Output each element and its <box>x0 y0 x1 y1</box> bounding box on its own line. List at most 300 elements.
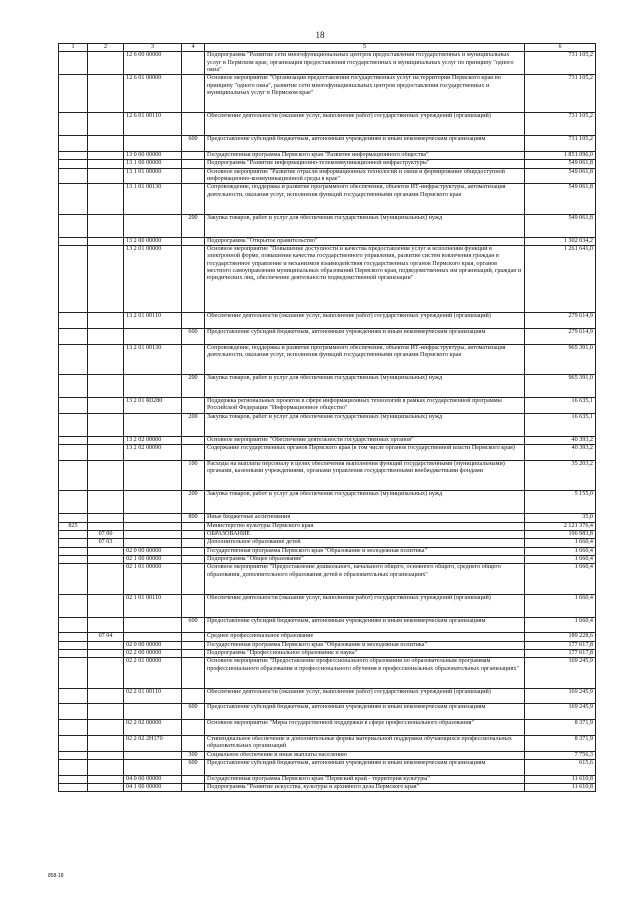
target-article-code-cell <box>124 751 182 759</box>
section-code-cell <box>88 75 124 113</box>
expense-type-code-cell: 600 <box>182 328 205 344</box>
expense-type-code-cell <box>182 720 205 736</box>
vedomstvo-code-cell <box>59 514 88 522</box>
expense-type-code-cell <box>182 530 205 538</box>
table-row <box>59 633 596 641</box>
expense-name-cell: Сопровождение, поддержка и развитие программного обеспечения, объектов ИТ-инфраструктуры, автоматизация деятельности, оказания услуг, исполнения функций государственными органами Пермского края <box>205 184 525 214</box>
section-code-cell <box>88 460 124 490</box>
vedomstvo-code-cell <box>59 113 88 136</box>
table-row <box>59 246 596 313</box>
amount-cell: 35 203,2 <box>525 460 596 490</box>
vedomstvo-code-cell <box>59 530 88 538</box>
amount-cell: 169 245,9 <box>525 658 596 688</box>
amount-cell: 965 391,0 <box>525 374 596 397</box>
table-row <box>59 547 596 555</box>
section-code-cell <box>88 751 124 759</box>
section-code-cell <box>88 397 124 413</box>
expense-type-code-cell <box>182 168 205 184</box>
expense-type-code-cell <box>182 113 205 136</box>
table-body <box>59 44 596 792</box>
section-code-cell <box>88 313 124 329</box>
expense-name-cell: Предоставление субсидий бюджетным, автономным учреждениям и иным некоммерческим организациям <box>205 704 525 720</box>
expense-name-cell: Министерство культуры Пермского края <box>205 522 525 530</box>
amount-cell: 169 245,9 <box>525 704 596 720</box>
expense-name-cell: Предоставление субсидий бюджетным, автономным учреждениям и иным некоммерческим организациям <box>205 617 525 633</box>
section-code-cell: 07 00 <box>88 530 124 538</box>
vedomstvo-code-cell <box>59 704 88 720</box>
target-article-code-cell <box>124 633 182 641</box>
expense-name-cell: Предоставление субсидий бюджетным, автономным учреждениям и иным некоммерческим организациям <box>205 136 525 152</box>
expense-name-cell: Основное мероприятие "Организация предоставления государственных услуг на территории Пермского края по принципу "одного окна", развитие сети многофункциональных центров предоставления государственных и муниципальных услуг в Пермском крае" <box>205 75 525 113</box>
table-row <box>59 75 596 113</box>
expense-type-code-cell <box>182 641 205 649</box>
expense-type-code-cell: 100 <box>182 460 205 490</box>
expense-name-cell: ОБРАЗОВАНИЕ <box>205 530 525 538</box>
amount-cell: 1 851 096,0 <box>525 151 596 159</box>
section-code-cell <box>88 184 124 214</box>
footer-code: 858-18 <box>48 873 64 879</box>
vedomstvo-code-cell <box>59 214 88 237</box>
section-code-cell <box>88 555 124 563</box>
section-code-cell <box>88 168 124 184</box>
expense-type-code-cell: 800 <box>182 514 205 522</box>
expense-name-cell: Основное мероприятие "Меры государственной поддержки в сфере профессионального образования" <box>205 720 525 736</box>
expense-name-cell: Основное мероприятие "Предоставление дошкольного, начального общего, основного общего, среднего общего образования, дополнительного образования детей в образовательных организациях" <box>205 564 525 594</box>
expense-name-cell: Закупка товаров, работ и услуг для обеспечения государственных (муниципальных) нужд <box>205 413 525 436</box>
header-col-2: 2 <box>88 44 124 52</box>
expense-type-code-cell: 200 <box>182 374 205 397</box>
vedomstvo-code-cell <box>59 168 88 184</box>
amount-cell: 11 610,8 <box>525 775 596 783</box>
target-article-code-cell: 02 0 00 00000 <box>124 547 182 555</box>
vedomstvo-code-cell <box>59 445 88 461</box>
target-article-code-cell: 02 1 01 00110 <box>124 594 182 617</box>
vedomstvo-code-cell <box>59 344 88 374</box>
section-code-cell <box>88 514 124 522</box>
table-row <box>59 658 596 688</box>
expense-type-code-cell: 200 <box>182 491 205 514</box>
target-article-code-cell: 13 2 01 00130 <box>124 344 182 374</box>
vedomstvo-code-cell <box>59 751 88 759</box>
target-article-code-cell <box>124 214 182 237</box>
table-row <box>59 720 596 736</box>
expense-name-cell: Предоставление субсидий бюджетным, автономным учреждениям и иным некоммерческим организациям <box>205 759 525 775</box>
expense-name-cell: Подпрограмма "Открытое правительство" <box>205 237 525 245</box>
table-row <box>59 344 596 374</box>
vedomstvo-code-cell <box>59 783 88 791</box>
header-col-6: 6 <box>525 44 596 52</box>
table-row <box>59 52 596 75</box>
section-code-cell <box>88 564 124 594</box>
vedomstvo-code-cell <box>59 491 88 514</box>
amount-cell: 169 245,9 <box>525 688 596 704</box>
table-row <box>59 759 596 775</box>
expense-name-cell: Обеспечение деятельности (оказание услуг, выполнение работ) государственных учреждений (организаций) <box>205 594 525 617</box>
expense-name-cell: Расходы на выплаты персоналу в целях обеспечения выполнения функций государственными (муниципальными) органами, казенными учреждениями, органами управления государственными внебюджетными фондами <box>205 460 525 490</box>
expense-name-cell: Среднее профессиональное образование <box>205 633 525 641</box>
expense-type-code-cell: 600 <box>182 136 205 152</box>
expense-type-code-cell: 600 <box>182 617 205 633</box>
table-row <box>59 460 596 490</box>
section-code-cell <box>88 547 124 555</box>
expense-name-cell: Сопровождение, поддержка и развитие программного обеспечения, объектов ИТ-инфраструктуры, автоматизация деятельности, оказания услуг, исполнения функций государственными органами Пермского края <box>205 344 525 374</box>
table-row <box>59 214 596 237</box>
amount-cell: 1 660,4 <box>525 547 596 555</box>
expense-type-code-cell <box>182 594 205 617</box>
amount-cell: 40 393,2 <box>525 445 596 461</box>
section-code-cell <box>88 720 124 736</box>
expense-type-code-cell <box>182 688 205 704</box>
vedomstvo-code-cell <box>59 650 88 658</box>
target-article-code-cell: 13 1 00 00000 <box>124 160 182 168</box>
table-row <box>59 555 596 563</box>
table-row <box>59 413 596 436</box>
section-code-cell <box>88 237 124 245</box>
expense-name-cell: Обеспечение деятельности (оказание услуг, выполнение работ) государственных учреждений (организаций) <box>205 688 525 704</box>
expense-type-code-cell <box>182 344 205 374</box>
vedomstvo-code-cell <box>59 594 88 617</box>
expense-name-cell: Государственная программа Пермского края "Развитие информационного общества" <box>205 151 525 159</box>
vedomstvo-code-cell <box>59 184 88 214</box>
expense-type-code-cell <box>182 555 205 563</box>
expense-type-code-cell <box>182 539 205 547</box>
table-row <box>59 374 596 397</box>
amount-cell: 279 614,9 <box>525 328 596 344</box>
target-article-code-cell: 13 0 00 00000 <box>124 151 182 159</box>
section-code-cell <box>88 522 124 530</box>
vedomstvo-code-cell <box>59 151 88 159</box>
table-row <box>59 168 596 184</box>
amount-cell: 279 614,9 <box>525 313 596 329</box>
target-article-code-cell: 02 2 01 00110 <box>124 688 182 704</box>
vedomstvo-code-cell <box>59 160 88 168</box>
amount-cell: 11 610,8 <box>525 783 596 791</box>
section-code-cell <box>88 413 124 436</box>
target-article-code-cell <box>124 328 182 344</box>
target-article-code-cell <box>124 522 182 530</box>
expense-name-cell: Государственная программа Пермского края "Образование и молодежная политика" <box>205 547 525 555</box>
section-code-cell <box>88 775 124 783</box>
target-article-code-cell: 02 2 01 00000 <box>124 658 182 688</box>
expense-type-code-cell <box>182 397 205 413</box>
amount-cell: 731 105,2 <box>525 113 596 136</box>
expense-type-code-cell <box>182 547 205 555</box>
amount-cell: 1 302 034,2 <box>525 237 596 245</box>
section-code-cell <box>88 650 124 658</box>
amount-cell: 40 393,2 <box>525 436 596 444</box>
table-row <box>59 735 596 751</box>
expense-name-cell: Закупка товаров, работ и услуг для обеспечения государственных (муниципальных) нужд <box>205 214 525 237</box>
table-row <box>59 113 596 136</box>
expense-type-code-cell <box>182 633 205 641</box>
section-code-cell <box>88 658 124 688</box>
amount-cell: 177 617,8 <box>525 650 596 658</box>
target-article-code-cell: 13 2 02 00000 <box>124 436 182 444</box>
target-article-code-cell: 13 2 01 00110 <box>124 313 182 329</box>
vedomstvo-code-cell <box>59 775 88 783</box>
section-code-cell <box>88 52 124 75</box>
table-row <box>59 650 596 658</box>
section-code-cell: 07 04 <box>88 633 124 641</box>
amount-cell: 615,6 <box>525 759 596 775</box>
target-article-code-cell <box>124 617 182 633</box>
expense-name-cell: Закупка товаров, работ и услуг для обеспечения государственных (муниципальных) нужд <box>205 374 525 397</box>
vedomstvo-code-cell <box>59 735 88 751</box>
expense-name-cell: Основное мероприятие "Предоставление профессионального образования по образовательным программам профессионального образования и профессионального обучения в профессиональных образовательных организациях" <box>205 658 525 688</box>
target-article-code-cell: 13 2 01 R0280 <box>124 397 182 413</box>
table-row <box>59 688 596 704</box>
section-code-cell <box>88 344 124 374</box>
section-code-cell <box>88 641 124 649</box>
amount-cell: 196 983,8 <box>525 530 596 538</box>
expense-type-code-cell <box>182 160 205 168</box>
table-row <box>59 530 596 538</box>
section-code-cell: 07 03 <box>88 539 124 547</box>
expense-name-cell: Предоставление субсидий бюджетным, автономным учреждениям и иным некоммерческим организациям <box>205 328 525 344</box>
vedomstvo-code-cell <box>59 555 88 563</box>
expense-name-cell: Основное мероприятие "Обеспечение деятельности государственных органов" <box>205 436 525 444</box>
vedomstvo-code-cell: 825 <box>59 522 88 530</box>
vedomstvo-code-cell <box>59 539 88 547</box>
vedomstvo-code-cell <box>59 436 88 444</box>
target-article-code-cell: 02 2 02 00000 <box>124 720 182 736</box>
amount-cell: 1 660,4 <box>525 617 596 633</box>
table-row <box>59 594 596 617</box>
amount-cell: 731 105,2 <box>525 136 596 152</box>
section-code-cell <box>88 160 124 168</box>
table-header-row <box>59 44 596 52</box>
vedomstvo-code-cell <box>59 658 88 688</box>
expense-name-cell: Закупка товаров, работ и услуг для обеспечения государственных (муниципальных) нужд <box>205 491 525 514</box>
amount-cell: 1 660,4 <box>525 539 596 547</box>
table-row <box>59 751 596 759</box>
table-row <box>59 397 596 413</box>
vedomstvo-code-cell <box>59 720 88 736</box>
expense-type-code-cell <box>182 313 205 329</box>
table-row <box>59 539 596 547</box>
target-article-code-cell <box>124 413 182 436</box>
target-article-code-cell: 02 1 01 00000 <box>124 564 182 594</box>
table-row <box>59 136 596 152</box>
expense-name-cell: Поддержка региональных проектов в сфере информационных технологий в рамках государственной программы Российской Федерации "Информационное общество" <box>205 397 525 413</box>
expense-type-code-cell <box>182 522 205 530</box>
expense-type-code-cell <box>182 650 205 658</box>
expense-name-cell: Подпрограмма "Развитие искусства, культуры и архивного дела Пермского края" <box>205 783 525 791</box>
target-article-code-cell: 12 6 00 00000 <box>124 52 182 75</box>
vedomstvo-code-cell <box>59 547 88 555</box>
target-article-code-cell: 04 1 00 00000 <box>124 783 182 791</box>
target-article-code-cell: 13 2 01 00000 <box>124 246 182 313</box>
section-code-cell <box>88 214 124 237</box>
section-code-cell <box>88 688 124 704</box>
amount-cell: 2 121 376,4 <box>525 522 596 530</box>
vedomstvo-code-cell <box>59 328 88 344</box>
expense-name-cell: Государственная программа Пермского края "Образование и молодежная политика" <box>205 641 525 649</box>
page-number: 18 <box>315 30 325 40</box>
target-article-code-cell <box>124 374 182 397</box>
section-code-cell <box>88 617 124 633</box>
expense-type-code-cell <box>182 246 205 313</box>
vedomstvo-code-cell <box>59 374 88 397</box>
expense-name-cell: Обеспечение деятельности (оказание услуг, выполнение работ) государственных учреждений (организаций) <box>205 113 525 136</box>
target-article-code-cell: 02 2 00 00000 <box>124 650 182 658</box>
amount-cell: 965 391,0 <box>525 344 596 374</box>
target-article-code-cell <box>124 514 182 522</box>
target-article-code-cell: 13 1 01 00130 <box>124 184 182 214</box>
expense-type-code-cell: 300 <box>182 751 205 759</box>
header-col-3: 3 <box>124 44 182 52</box>
amount-cell: 177 617,8 <box>525 641 596 649</box>
vedomstvo-code-cell <box>59 617 88 633</box>
section-code-cell <box>88 136 124 152</box>
table-row <box>59 641 596 649</box>
section-code-cell <box>88 328 124 344</box>
target-article-code-cell <box>124 539 182 547</box>
amount-cell: 1 261 641,0 <box>525 246 596 313</box>
expense-type-code-cell <box>182 184 205 214</box>
expense-type-code-cell <box>182 735 205 751</box>
expense-type-code-cell <box>182 783 205 791</box>
target-article-code-cell <box>124 491 182 514</box>
vedomstvo-code-cell <box>59 641 88 649</box>
amount-cell: 16 635,1 <box>525 397 596 413</box>
table-row <box>59 160 596 168</box>
table-row <box>59 328 596 344</box>
expense-name-cell: Подпрограмма "Общее образование" <box>205 555 525 563</box>
amount-cell: 549 061,8 <box>525 160 596 168</box>
expense-type-code-cell <box>182 658 205 688</box>
vedomstvo-code-cell <box>59 759 88 775</box>
table-row <box>59 436 596 444</box>
expense-name-cell: Основное мероприятие "Развитие отрасли информационных технологий и связи и формирование общедоступной информационно-коммуникационной среды в крае" <box>205 168 525 184</box>
vedomstvo-code-cell <box>59 397 88 413</box>
target-article-code-cell: 13 2 00 00000 <box>124 237 182 245</box>
target-article-code-cell: 13 2 02 00090 <box>124 445 182 461</box>
table-row <box>59 151 596 159</box>
amount-cell: 35,0 <box>525 514 596 522</box>
target-article-code-cell <box>124 136 182 152</box>
expense-name-cell: Стипендиальное обеспечение и дополнительные формы материальной поддержки обучающихся профессиональных образовательных организаций <box>205 735 525 751</box>
target-article-code-cell: 13 1 01 00000 <box>124 168 182 184</box>
table-row <box>59 775 596 783</box>
target-article-code-cell <box>124 759 182 775</box>
table-row <box>59 184 596 214</box>
amount-cell: 8 371,9 <box>525 735 596 751</box>
budget-table <box>58 43 596 792</box>
target-article-code-cell <box>124 530 182 538</box>
table-row <box>59 783 596 791</box>
expense-type-code-cell <box>182 75 205 113</box>
section-code-cell <box>88 151 124 159</box>
amount-cell: 1 660,4 <box>525 594 596 617</box>
vedomstvo-code-cell <box>59 136 88 152</box>
section-code-cell <box>88 491 124 514</box>
expense-type-code-cell <box>182 445 205 461</box>
amount-cell: 189 228,6 <box>525 633 596 641</box>
vedomstvo-code-cell <box>59 460 88 490</box>
section-code-cell <box>88 113 124 136</box>
section-code-cell <box>88 445 124 461</box>
header-col-4: 4 <box>182 44 205 52</box>
table-row <box>59 617 596 633</box>
expense-type-code-cell <box>182 52 205 75</box>
vedomstvo-code-cell <box>59 246 88 313</box>
expense-name-cell: Обеспечение деятельности (оказание услуг, выполнение работ) государственных учреждений (организаций) <box>205 313 525 329</box>
expense-type-code-cell <box>182 564 205 594</box>
section-code-cell <box>88 374 124 397</box>
expense-type-code-cell <box>182 151 205 159</box>
header-col-5: 5 <box>205 44 525 52</box>
section-code-cell <box>88 759 124 775</box>
expense-name-cell: Иные бюджетные ассигнования <box>205 514 525 522</box>
vedomstvo-code-cell <box>59 75 88 113</box>
expense-type-code-cell <box>182 775 205 783</box>
target-article-code-cell: 02 2 02 2Н170 <box>124 735 182 751</box>
expense-name-cell: Содержание государственных органов Пермского края (в том числе органов государственной власти Пермского края) <box>205 445 525 461</box>
amount-cell: 549 061,8 <box>525 184 596 214</box>
amount-cell: 5 155,0 <box>525 491 596 514</box>
header-col-1: 1 <box>59 44 88 52</box>
table-row <box>59 514 596 522</box>
amount-cell: 549 061,8 <box>525 168 596 184</box>
target-article-code-cell: 02 1 00 00000 <box>124 555 182 563</box>
table-row <box>59 445 596 461</box>
expense-name-cell: Подпрограмма "Профессиональное образование и наука" <box>205 650 525 658</box>
amount-cell: 7 756,3 <box>525 751 596 759</box>
section-code-cell <box>88 594 124 617</box>
amount-cell: 549 061,8 <box>525 214 596 237</box>
vedomstvo-code-cell <box>59 313 88 329</box>
expense-name-cell: Государственная программа Пермского края "Пермский край - территория культуры" <box>205 775 525 783</box>
section-code-cell <box>88 246 124 313</box>
expense-name-cell: Социальное обеспечение и иные выплаты населению <box>205 751 525 759</box>
table-row <box>59 491 596 514</box>
vedomstvo-code-cell <box>59 633 88 641</box>
section-code-cell <box>88 436 124 444</box>
target-article-code-cell <box>124 704 182 720</box>
table-row <box>59 564 596 594</box>
target-article-code-cell: 02 0 00 00000 <box>124 641 182 649</box>
amount-cell: 731 105,2 <box>525 52 596 75</box>
expense-name-cell: Основное мероприятие "Повышение доступности и качества предоставления услуг и исполнения функций в электронной форме, повышение качества государственного управления, развитие систем вовлечения граждан в государственное управление и механизмов взаимодействия государственных органов Пермского края, органов местного самоуправления муниципальных образований Пермского края, подведомственных им организаций, граждан и юридических лиц, обеспечение деятельности подведомственной организации" <box>205 246 525 313</box>
amount-cell: 731 105,2 <box>525 75 596 113</box>
amount-cell: 1 660,4 <box>525 555 596 563</box>
target-article-code-cell: 12 6 01 00000 <box>124 75 182 113</box>
section-code-cell <box>88 783 124 791</box>
vedomstvo-code-cell <box>59 688 88 704</box>
table-row <box>59 704 596 720</box>
table-row <box>59 237 596 245</box>
vedomstvo-code-cell <box>59 564 88 594</box>
target-article-code-cell: 12 6 01 00110 <box>124 113 182 136</box>
amount-cell: 1 660,4 <box>525 564 596 594</box>
expense-name-cell: Дополнительное образование детей <box>205 539 525 547</box>
expense-type-code-cell: 600 <box>182 759 205 775</box>
amount-cell: 16 635,1 <box>525 413 596 436</box>
section-code-cell <box>88 704 124 720</box>
vedomstvo-code-cell <box>59 413 88 436</box>
table-row <box>59 313 596 329</box>
expense-type-code-cell <box>182 237 205 245</box>
section-code-cell <box>88 735 124 751</box>
expense-type-code-cell <box>182 436 205 444</box>
expense-type-code-cell: 200 <box>182 214 205 237</box>
expense-type-code-cell: 600 <box>182 704 205 720</box>
expense-type-code-cell: 200 <box>182 413 205 436</box>
amount-cell: 8 371,9 <box>525 720 596 736</box>
target-article-code-cell: 04 0 00 00000 <box>124 775 182 783</box>
expense-name-cell: Подпрограмма "Развитие информационно-телекоммуникационной инфраструктуры" <box>205 160 525 168</box>
